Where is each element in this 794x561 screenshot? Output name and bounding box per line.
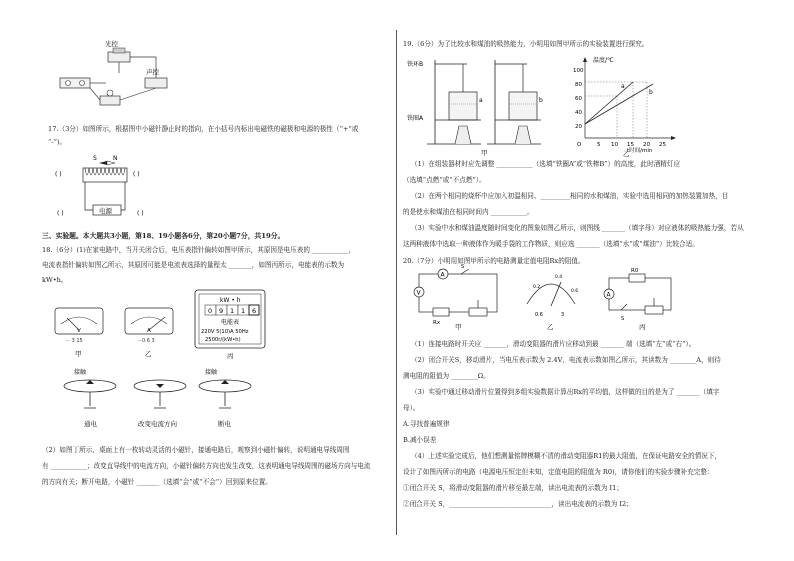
meters-diagram (55, 290, 275, 365)
q20-p2b: 测电阻的阻值为 ________Ω。 (403, 372, 490, 380)
meter-digit-3: 1 (230, 307, 235, 315)
q19-p2a: （2）在两个相同的烧杯中应加入初温相同、_________相同的水和煤油，实验中选用相同的加热装置加热，目 (411, 192, 729, 200)
iron-ring-b-label: 铁环B (407, 61, 424, 68)
sound-control-label: 声控 (146, 68, 159, 76)
caption-reverse-current: 改变电流方向 (138, 420, 177, 428)
svg-text:0.6: 0.6 (571, 289, 579, 294)
q20-p4b: 设计了如图丙所示的电路（电源电压恒定但未知，定值电阻的阻值为 R0)，请你他们的实验步骤补充完整： (403, 468, 714, 476)
xtick-5: 5 (597, 142, 601, 148)
q17-line1: 17.（3分）如图所示，根据图中小磁针静止时的指向，在小括号内标出电磁铁的磁极和电源的极性（“+”或 (48, 125, 359, 133)
iron-ring-a-label: 铁圈A (407, 115, 424, 122)
q19-line1: 19.（6分）为了比较水和煤油的吸热能力，小明用如图甲所示的实验装置进行探究。 (403, 40, 649, 48)
meter-digit-4: 1 (241, 307, 246, 315)
xtick-25: 25 (659, 142, 666, 148)
paren-right-top: ( ) (133, 171, 140, 178)
fig19-yi-label: 乙 (623, 150, 630, 158)
meter-digit-5: 6 (252, 307, 257, 315)
switch-s-label-2: S (621, 316, 625, 322)
fig-yi-label: 乙 (145, 350, 152, 358)
q18-line3: kW•h。 (42, 276, 68, 284)
beaker-a-label: a (479, 97, 483, 104)
svg-text:3: 3 (561, 312, 565, 318)
q17-line2: “-”)。 (48, 138, 67, 146)
s-pole-label: S (93, 155, 97, 162)
meter-spec-1: 220V 5(10)A 50Hz (201, 329, 249, 335)
right-column (397, 0, 794, 561)
q18-line2: 电流表指针偏转如图乙所示，其原因可能是电流表选择的量程太 _______，如图丙所示，电能表的示数为 (42, 261, 345, 269)
svg-text:－0.6 3: －0.6 3 (137, 338, 155, 344)
q19-p1: （1）在组装器材时应先调整 ___________（选填“铁圈A”或“铁棒B”）的高度，此时酒精灯应 (411, 160, 681, 168)
graph-line-a-label: a (621, 83, 625, 90)
xtick-origin: O (577, 142, 582, 148)
q18-p2-line3: 的方向有关；断开电路，小磁针 _______（选填“会”或“不会”）回到原来位置。 (42, 478, 272, 486)
svg-text:－ 3 15: － 3 15 (65, 338, 83, 344)
caption-power-off: 断电 (218, 420, 231, 428)
ytick-60: 60 (575, 96, 582, 102)
fig19-jia-label: 甲 (481, 149, 488, 157)
heating-apparatus (407, 52, 557, 157)
resistor-rx-label: Rx (433, 320, 441, 326)
graph-y-axis-label: 温度/℃ (593, 57, 614, 64)
voltmeter-v-label: V (416, 289, 421, 297)
ytick-100: 100 (573, 68, 584, 74)
q19-p3a: （3）实验中水和煤油温度随时间变化的图象如图乙所示，则图线 _______（填字母）对应液体的吸热能力强，若从 (411, 224, 744, 232)
svg-text:0.2: 0.2 (533, 285, 541, 290)
meter-spec-2: 2500r/(kW•h) (205, 337, 241, 343)
switch-diagram (50, 38, 200, 113)
ytick-40: 40 (575, 110, 582, 116)
q19-p1b: （选填“点燃”或“不点燃”）。 (403, 176, 486, 184)
meter-name: 电能表 (221, 319, 240, 326)
paren-right-bottom: ( ) (137, 210, 144, 217)
n-pole-label: N (113, 155, 118, 162)
ammeter-a-label: A (147, 328, 151, 334)
power-supply-label: 电源 (99, 207, 112, 215)
contact-label-1: 接触 (74, 369, 87, 376)
fig20-bing-label: 丙 (639, 323, 646, 331)
xtick-20: 20 (643, 142, 650, 148)
fig20-yi-label: 乙 (547, 323, 554, 331)
q20-line1: 20.（7分）小明用如图甲所示的电路测量定值电阻Rx的阻值。 (403, 257, 585, 265)
line-b (585, 84, 653, 124)
paren-left-bottom: ( ) (57, 210, 64, 217)
q20-p1: （1）连接电路时开关应 _______，滑动变阻器的滑片应移动到最 _______ 端（选填“左”或“右”）。 (411, 340, 696, 348)
oersted-diagram (60, 368, 260, 438)
q19-p3b: 这两种液体中选取一种液体作为暖手袋的工作物质，则应选 _______（选填“水”或“煤油”）比较合适。 (403, 240, 699, 248)
caption-power-on: 通电 (84, 420, 97, 428)
fig20-jia-label: 甲 (455, 323, 462, 331)
section-3-heading: 三、实验题。本大题共3小题，第18、19小题各6分，第20小题7分，共19分。 (42, 232, 285, 240)
ammeter-a-label: A (440, 271, 445, 279)
paren-left-top: ( ) (55, 171, 62, 178)
meter-digit-1: 0 (208, 307, 213, 315)
q20-p2a: （2）闭合开关S，移动滑片，当电压表示数为 2.4V，电流表示数如图乙所示，其读数为 ________A，则待 (411, 356, 721, 364)
graph-line-b-label: b (649, 89, 653, 96)
q20-p3: （3）实验中通过移动滑片位置得到多组实验数据计算出Rx的平均值，这样做的目的是为了 _______（填字 (411, 388, 720, 396)
q18-p2-line1: （2）如图丁所示，桌面上有一枚转动灵活的小磁针，接通电路后，观察到小磁针偏转，说明通电导线周围 (42, 446, 350, 454)
svg-text:0.6: 0.6 (535, 312, 543, 318)
ytick-20: 20 (575, 124, 582, 130)
resistor-r0-label: R0 (631, 268, 639, 274)
temperature-graph (565, 56, 685, 158)
fig-jia-label: 甲 (75, 350, 82, 358)
q18-line1: 18.（6分）(1)在家电路中，当开关闭合后，电压表指针偏转如图甲所示，其原因是电压表的 ___________， (42, 246, 355, 254)
q20-p3b: 母）。 (403, 404, 420, 412)
contact-label-2: 接触 (205, 369, 218, 376)
voltmeter-v-label: V (77, 328, 81, 334)
meter-digit-2: 9 (219, 307, 224, 315)
q20-option-b: B.减小误差 (403, 436, 437, 444)
ammeter-a-label-2: A (606, 291, 611, 299)
q20-p4a: （4）上述实验完成后，他们想测量铭牌模糊不清的滑动变阻器R1的最大阻值，在保证电路安全的情况下， (411, 452, 722, 460)
line-a (585, 82, 633, 124)
q18-p2-line2: 有 ___________；改变直导线中的电流方向，小磁针偏转方向也发生改变，这表明通电导线周围的磁场方向与电流 (42, 462, 371, 470)
electromagnet-diagram (55, 152, 165, 222)
circuit-diagrams (409, 264, 749, 331)
q20-step1: ①闭合开关 S，将滑动变阻器的滑片移至最左端，读出电流表的示数为 I1； (403, 484, 623, 492)
meter-unit: kW • h (220, 297, 241, 304)
switch-s-label: S (461, 264, 465, 270)
beaker-b-label: b (539, 97, 543, 104)
q19-p2b: 的是使水和煤油在相同时间内 ___________。 (403, 208, 534, 216)
light-control-label: 光控 (105, 40, 118, 48)
graph-x-axis-label: t时间/min (627, 148, 653, 154)
q20-step2: ②闭合开关 S，_______________________________，读出电流表的示数为 I2； (403, 500, 633, 508)
fig-bing-label: 丙 (227, 352, 234, 360)
q20-option-a: A.寻找普遍规律 (403, 420, 450, 428)
xtick-10: 10 (611, 142, 618, 148)
ytick-80: 80 (575, 82, 582, 88)
meter-digits (205, 305, 259, 315)
xtick-15: 15 (627, 142, 634, 148)
svg-text:0.4: 0.4 (555, 275, 563, 280)
